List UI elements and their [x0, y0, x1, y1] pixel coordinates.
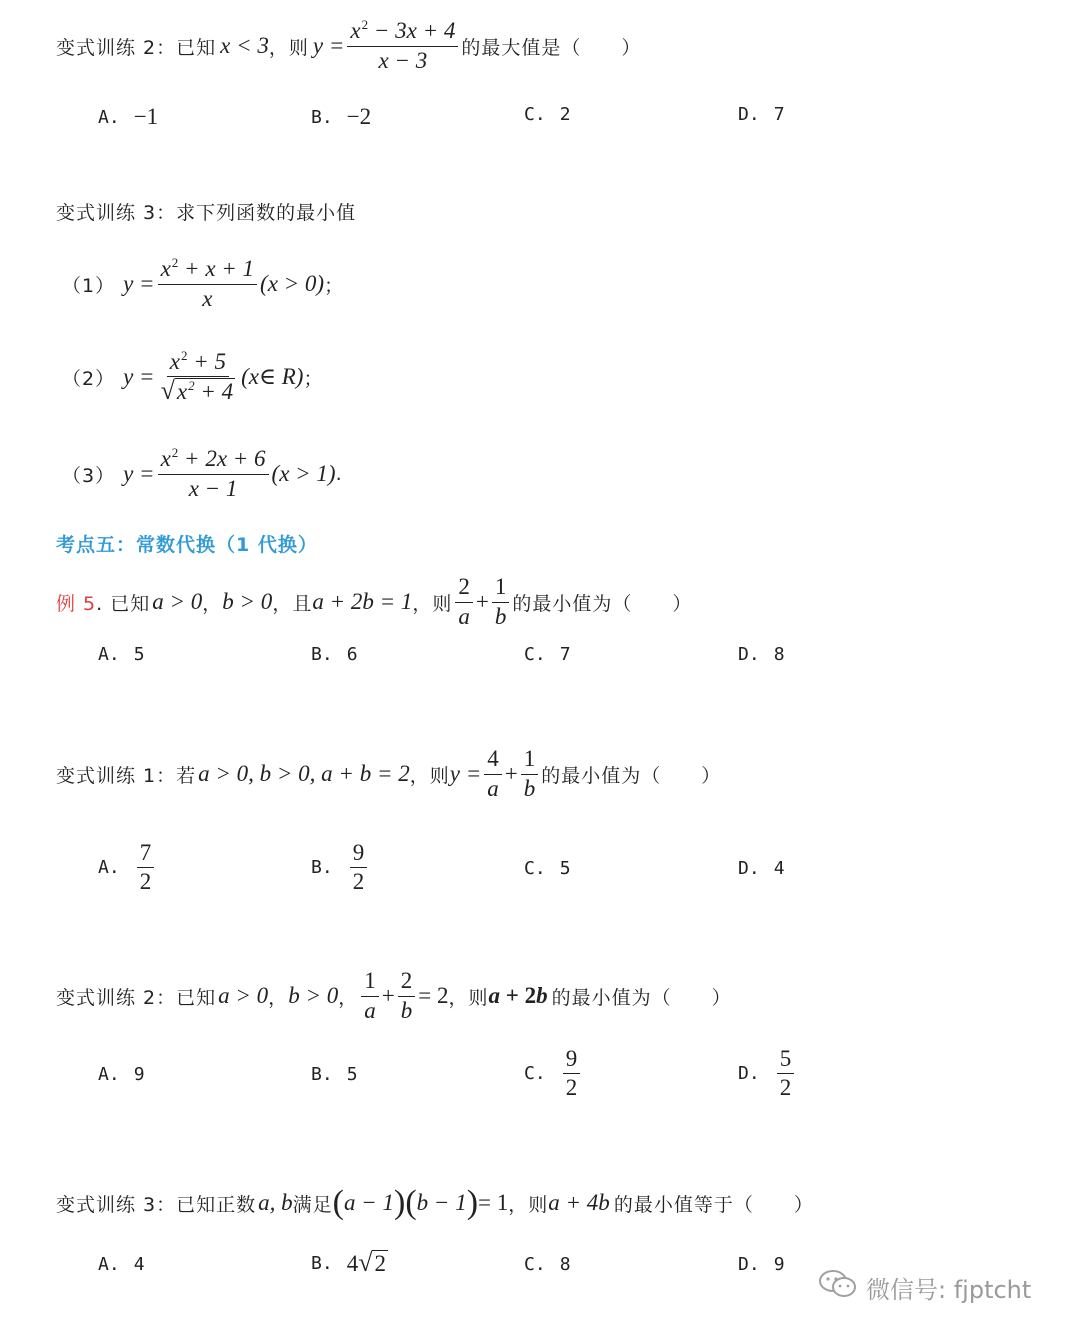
option-label: C.	[524, 1063, 546, 1085]
condition: a > 0, b > 0, a + b = 2	[198, 761, 410, 786]
question-tail: 的最小值为（ ）	[551, 986, 732, 1009]
equals-2: = 2	[418, 983, 449, 1008]
option-fraction	[350, 840, 368, 896]
option-value: 5	[346, 1064, 358, 1085]
option-value: 7	[559, 644, 571, 665]
option-label: B.	[311, 106, 333, 128]
condition: x < 3	[220, 33, 269, 58]
denominator: x − 1	[188, 475, 238, 501]
example-text: ，则	[412, 592, 453, 615]
numerator-x: x	[350, 18, 361, 44]
connector-text: 满足	[292, 1193, 333, 1216]
wechat-icon	[818, 1268, 858, 1306]
fraction: $\frac{x^2 + 2x + 6}{x - 1}$	[158, 446, 269, 502]
option-label: C.	[524, 858, 546, 879]
option-label: C.	[524, 644, 546, 665]
option-fraction	[137, 840, 155, 896]
right-paren: )	[394, 1184, 406, 1221]
y-equals: y =	[123, 271, 155, 296]
numerator-x: x	[160, 256, 171, 282]
condition-a: a > 0	[152, 589, 203, 614]
option-d[interactable]	[738, 104, 785, 125]
example-5	[56, 570, 692, 634]
question-label: 变式训练 3：求下列函数的最小值	[56, 202, 357, 224]
subquestion-index: （3）	[62, 464, 116, 487]
option-label: A.	[98, 1064, 120, 1085]
option-c[interactable]	[524, 1046, 583, 1102]
option-d[interactable]	[738, 644, 785, 665]
fraction-1-over-b	[492, 574, 510, 630]
question-variant3	[56, 1180, 814, 1226]
example-text: . 已知	[96, 592, 151, 615]
example-text: ，且	[272, 592, 313, 615]
equals-1: = 1	[478, 1190, 509, 1215]
example-label: 例 5	[56, 592, 97, 615]
option-b[interactable]	[311, 1064, 358, 1085]
option-value: 4	[773, 858, 785, 879]
numerator: 4	[484, 746, 502, 774]
target-expression: a + 4b	[548, 1190, 610, 1215]
option-b[interactable]	[311, 840, 370, 896]
condition-b: b > 0	[288, 983, 339, 1008]
option-label: C.	[524, 104, 546, 125]
option-value: 5	[133, 644, 145, 665]
denominator: a	[487, 775, 499, 801]
option-d[interactable]	[738, 858, 785, 879]
fraction-1-over-b	[521, 746, 539, 802]
question-variant1	[56, 742, 721, 806]
fraction-1-over-a	[361, 968, 379, 1024]
factor-1: a − 1	[343, 1190, 395, 1215]
option-value: 9	[133, 1064, 145, 1085]
sqrt-sign: √ $x^2 + 4$	[160, 376, 234, 405]
option-a[interactable]	[98, 1064, 145, 1085]
option-value: 9	[773, 1254, 785, 1275]
question-label: 变式训练 2：已知	[56, 986, 217, 1009]
option-value: 7	[773, 104, 785, 125]
section-title: 考点五：常数代换（1 代换）	[56, 534, 318, 556]
option-label: B.	[311, 1064, 333, 1085]
fraction: $\frac{x^2 - 3x + 4}{x - 3}$	[347, 18, 458, 74]
coefficient: 4	[346, 1250, 359, 1276]
question-tail: 的最小值为（ ）	[512, 592, 693, 615]
separator: ，	[202, 592, 223, 615]
condition-b: b > 0	[222, 589, 273, 614]
option-c[interactable]	[524, 644, 571, 665]
numerator-rest: + 5	[187, 348, 226, 374]
option-value: 6	[346, 644, 358, 665]
option-b[interactable]	[311, 644, 358, 665]
separator: ，	[338, 986, 359, 1009]
radicand-x: x	[176, 379, 188, 404]
connector-text: ，则	[448, 986, 489, 1009]
denominator: a	[458, 603, 470, 629]
y-equals: y =	[312, 33, 345, 58]
punctuation: .	[335, 463, 343, 485]
question-tail: 的最小值为（ ）	[541, 764, 722, 787]
denominator: x	[202, 285, 213, 311]
option-c[interactable]	[524, 1254, 571, 1275]
numerator: 1	[361, 968, 379, 996]
option-value: −2	[346, 104, 372, 129]
wechat-watermark	[818, 1268, 1031, 1306]
option-label: B.	[311, 857, 333, 879]
denominator: x − 3	[378, 47, 428, 73]
question-label: 变式训练 3：已知正数	[56, 1193, 257, 1216]
domain-condition: (x > 0)	[260, 271, 325, 296]
numerator: 1	[492, 574, 510, 602]
denominator: b	[494, 603, 507, 629]
factor-2: b − 1	[416, 1190, 467, 1215]
option-a[interactable]	[98, 104, 158, 130]
option-label: D.	[738, 644, 760, 665]
y-equals: y =	[123, 461, 155, 486]
plus-sign: +	[475, 589, 489, 614]
domain-condition: (x > 1)	[271, 461, 336, 486]
option-value: 4	[133, 1254, 145, 1275]
fraction-2-over-b	[398, 968, 416, 1024]
option-d[interactable]	[738, 1046, 797, 1102]
radicand: 2	[374, 1251, 386, 1276]
denominator: 2	[352, 869, 365, 895]
denominator: 2	[139, 869, 152, 895]
expr-b: b	[536, 983, 548, 1008]
plus-sign: +	[381, 983, 395, 1008]
y-equals: y =	[449, 761, 482, 786]
numerator-x: x	[160, 446, 171, 472]
option-d[interactable]	[738, 1254, 785, 1275]
question-variant2	[56, 964, 732, 1028]
y-equals: y =	[123, 364, 155, 389]
option-label: B.	[311, 1253, 333, 1274]
numerator-rest: + 2x + 6	[178, 446, 266, 472]
subquestion-2	[62, 342, 323, 412]
numerator: 9	[350, 840, 368, 868]
option-label: A.	[98, 106, 120, 128]
fraction: $\frac{x^2 + x + 1}{x}$	[158, 256, 257, 312]
section-heading	[56, 530, 318, 557]
connector-text: ，则	[508, 1193, 549, 1216]
option-label: C.	[524, 1254, 546, 1275]
option-value: −1	[133, 104, 159, 129]
question-tail: 的最小值等于（ ）	[613, 1193, 814, 1216]
option-label: D.	[738, 1063, 760, 1085]
fraction-4-over-a	[484, 746, 502, 802]
sqrt-sign: √ 2	[358, 1248, 386, 1277]
subquestion-index: （2）	[62, 367, 116, 390]
option-label: B.	[311, 644, 333, 665]
question-label: 变式训练 1：若	[56, 764, 197, 787]
right-paren: )	[466, 1184, 479, 1221]
expr-mid: + 2	[499, 983, 537, 1008]
numerator: 2	[398, 968, 416, 996]
condition-a: a > 0	[218, 983, 269, 1008]
numerator: 5	[777, 1046, 795, 1074]
left-paren: (	[405, 1184, 417, 1221]
option-value: 8	[773, 644, 785, 665]
option-a[interactable]	[98, 1254, 145, 1275]
numerator: 9	[563, 1046, 581, 1074]
punctuation: ；	[324, 274, 345, 297]
option-label: D.	[738, 858, 760, 879]
numerator-x: x	[169, 348, 180, 374]
option-b[interactable]	[311, 1250, 388, 1277]
option-a[interactable]	[98, 840, 157, 896]
denominator: b	[523, 775, 536, 801]
numerator-rest: − 3x + 4	[368, 18, 456, 44]
fraction-2-over-a	[455, 574, 473, 630]
constraint: a + 2b = 1	[312, 589, 413, 614]
numerator: 2	[455, 574, 473, 602]
option-label: D.	[738, 1254, 760, 1275]
option-c[interactable]	[524, 104, 571, 125]
numerator: 1	[521, 746, 539, 774]
variables: a, b	[258, 1190, 293, 1215]
denominator: 2	[565, 1075, 578, 1101]
option-label: D.	[738, 104, 760, 125]
punctuation: ；	[303, 367, 324, 390]
question-variant3-min	[56, 198, 356, 225]
question-tail: 的最大值是（ ）	[461, 36, 642, 59]
question-label: 变式训练 2：已知	[56, 36, 217, 59]
denominator: a	[364, 997, 376, 1023]
question-variant2-max	[56, 14, 641, 78]
denominator: b	[400, 997, 413, 1023]
expr-a: a	[488, 983, 500, 1008]
denominator: 2	[779, 1075, 792, 1101]
option-fraction	[563, 1046, 581, 1102]
option-label: A.	[98, 857, 120, 879]
option-value: 2	[559, 104, 571, 125]
option-label: A.	[98, 644, 120, 665]
numerator: 7	[137, 840, 155, 868]
left-paren: (	[332, 1184, 344, 1221]
option-label: A.	[98, 1254, 120, 1275]
option-a[interactable]	[98, 644, 145, 665]
connector-text: ，则	[268, 36, 309, 59]
plus-sign: +	[504, 761, 518, 786]
radicand-rest: + 4	[194, 379, 234, 404]
option-c[interactable]	[524, 858, 571, 879]
option-b[interactable]	[311, 104, 371, 130]
domain-condition: (x∈ R)	[241, 364, 304, 389]
option-fraction	[777, 1046, 795, 1102]
subquestion-1	[62, 252, 344, 316]
separator: ，	[268, 986, 289, 1009]
subquestion-index: （1）	[62, 274, 116, 297]
option-value: 8	[559, 1254, 571, 1275]
fraction: $x^2 + 5$ √ $x^2 + 4$	[160, 347, 234, 405]
option-value: 5	[559, 858, 571, 879]
watermark-text: 微信号: fjptcht	[866, 1275, 1032, 1304]
numerator-rest: + x + 1	[178, 256, 255, 282]
connector-text: ，则	[409, 764, 450, 787]
subquestion-3	[62, 442, 343, 506]
